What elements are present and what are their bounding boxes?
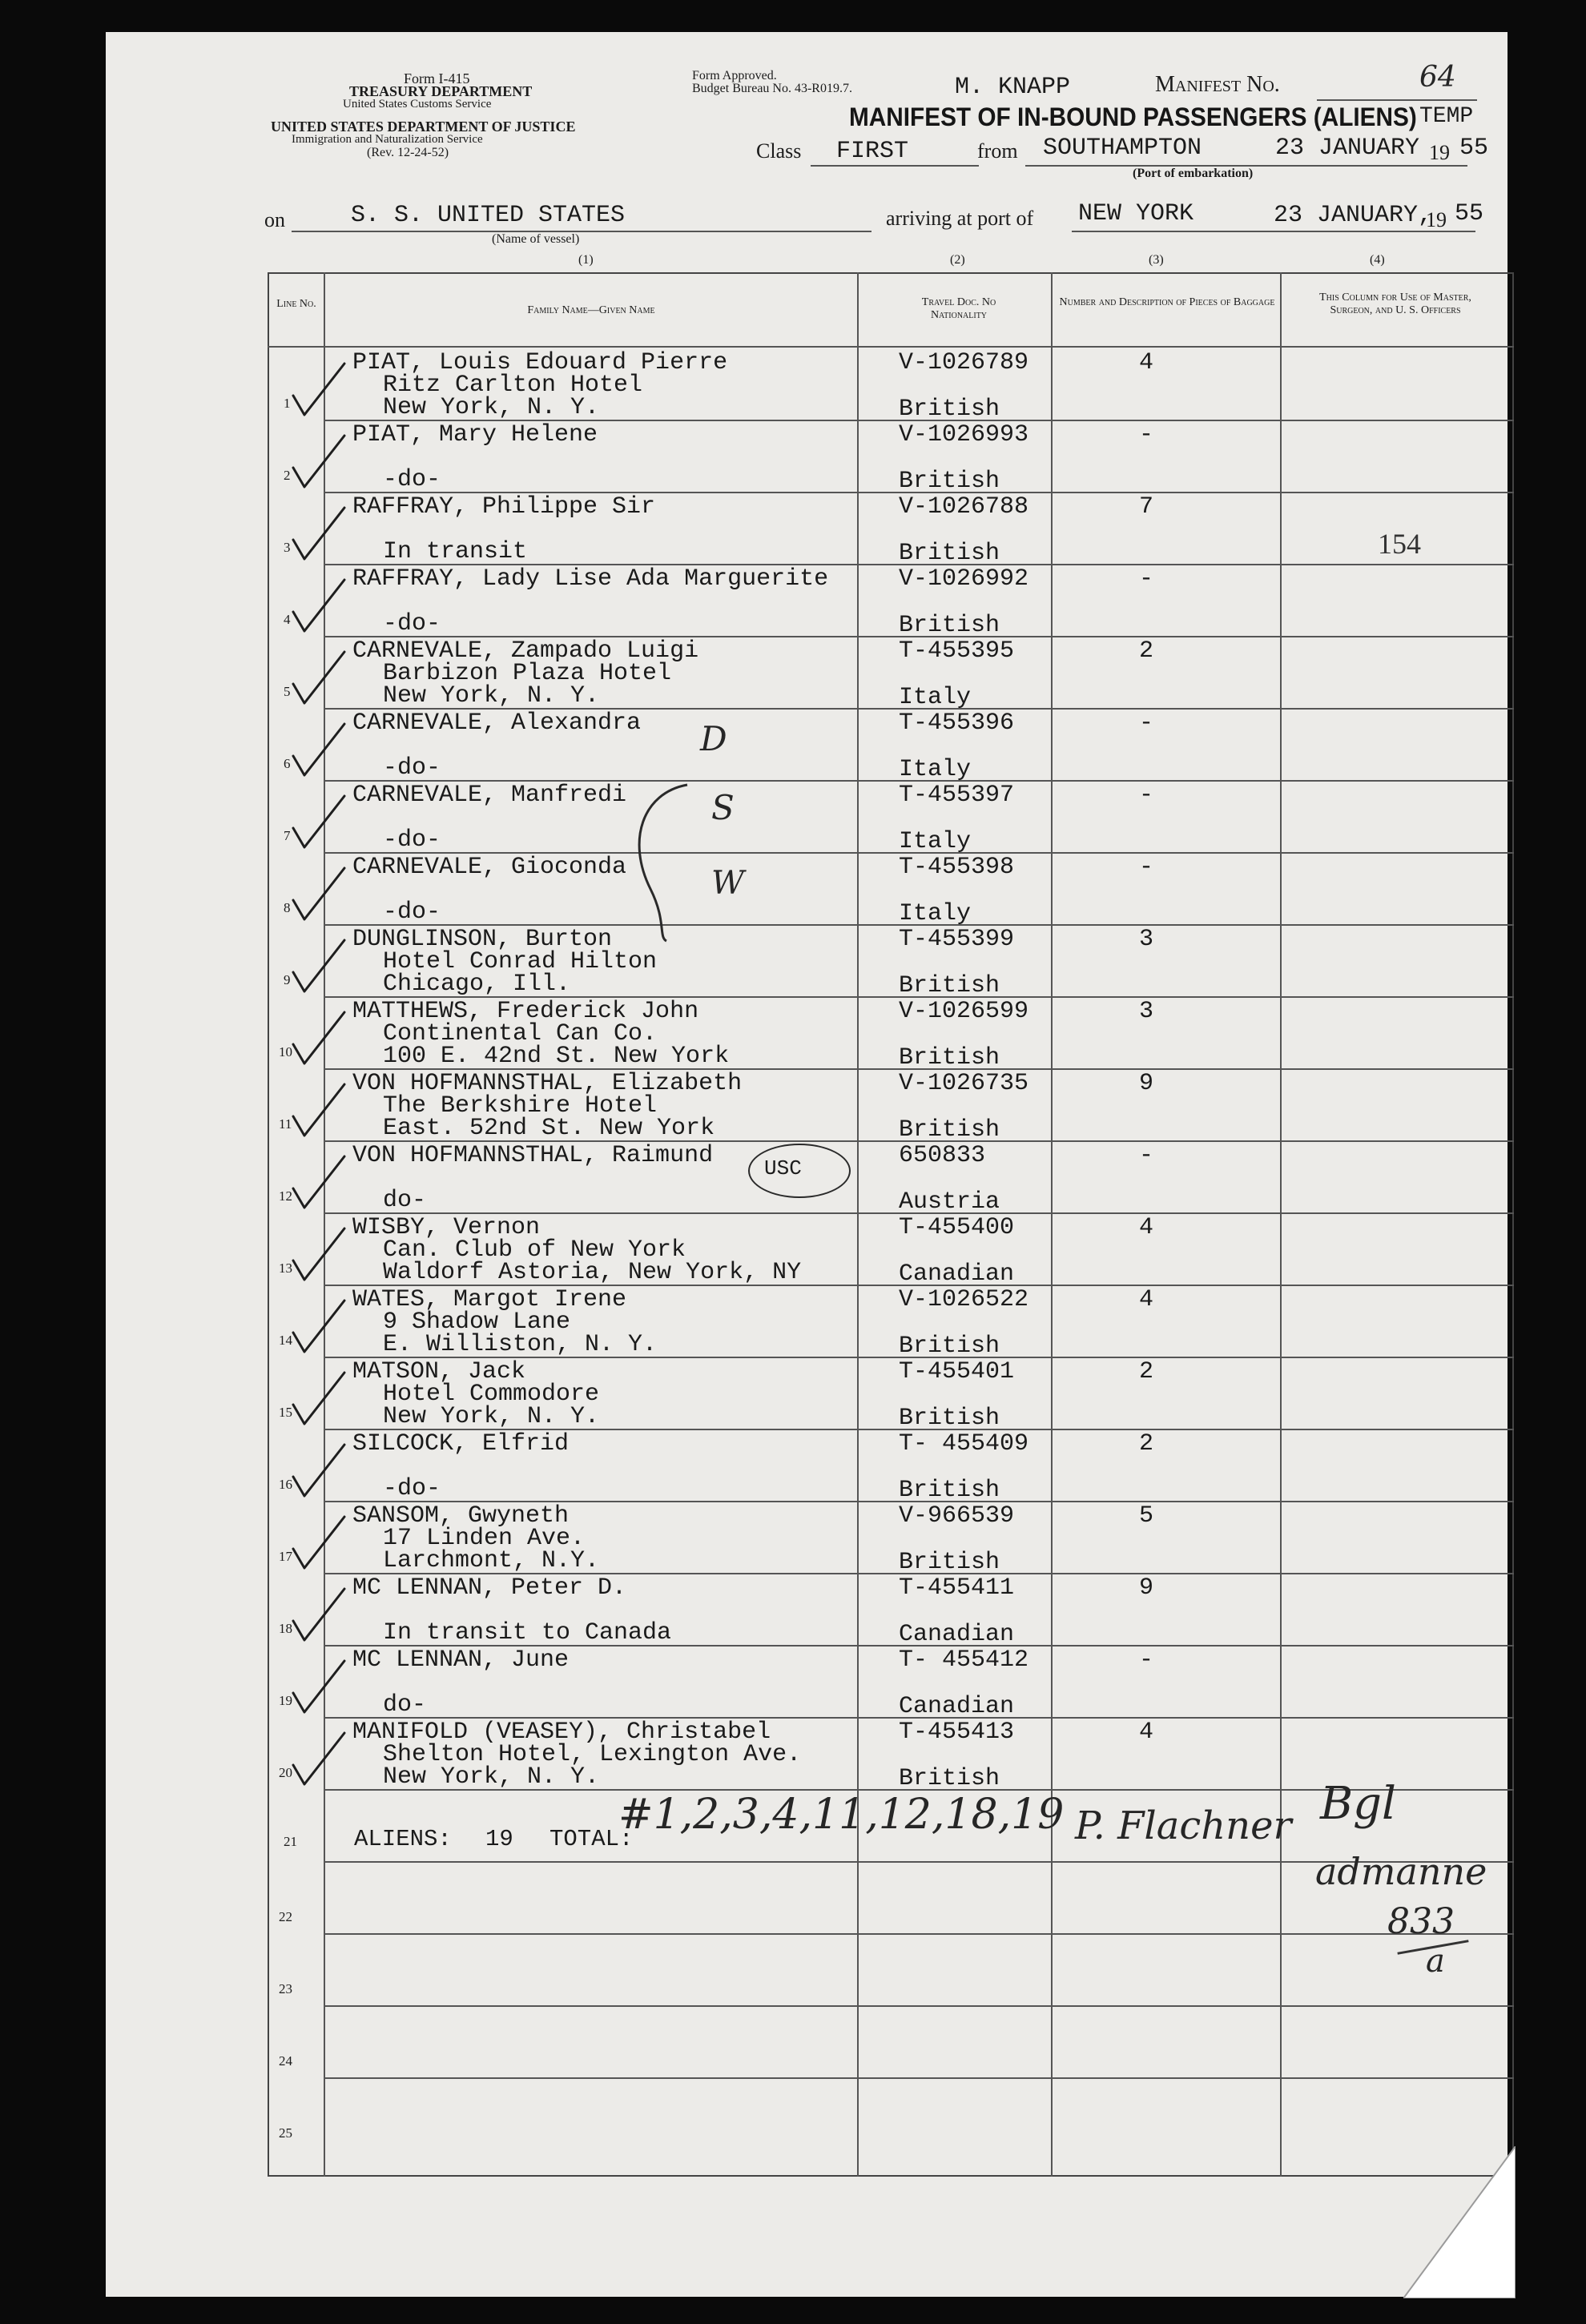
passenger-address-2: do- <box>383 1691 427 1719</box>
nationality: British <box>899 1405 1000 1432</box>
dsw-bracket <box>610 769 706 945</box>
col-divider <box>857 272 859 2177</box>
travel-doc-number: V-1026735 <box>899 1070 1029 1097</box>
passenger-address-1: Ritz Carlton Hotel <box>383 372 643 399</box>
col-divider <box>1280 272 1282 2177</box>
treasury-dept: TREASURY DEPARTMENT <box>349 83 533 99</box>
temp-label: TEMP <box>1419 104 1474 129</box>
baggage-count: 4 <box>1139 349 1154 376</box>
passenger-address-1: 9 Shadow Lane <box>383 1309 571 1336</box>
baggage-count: 4 <box>1139 1214 1154 1241</box>
on-label: on <box>264 208 285 231</box>
baggage-count: 4 <box>1139 1286 1154 1313</box>
travel-doc-number: V-1026599 <box>899 998 1029 1025</box>
passenger-name: RAFFRAY, Philippe Sir <box>352 493 656 521</box>
arrival-year-suffix: 55 <box>1455 200 1484 227</box>
passenger-name: SILCOCK, Elfrid <box>352 1430 570 1458</box>
nationality: British <box>899 1333 1000 1360</box>
passenger-name: MATSON, Jack <box>352 1358 526 1385</box>
row-number: 14 <box>279 1333 292 1348</box>
passenger-name: RAFFRAY, Lady Lise Ada Marguerite <box>352 565 829 593</box>
passenger-name: MC LENNAN, June <box>352 1647 570 1674</box>
nationality: British <box>899 1765 1000 1792</box>
passenger-address-2: E. Williston, N. Y. <box>383 1331 658 1358</box>
passenger-address-1: Barbizon Plaza Hotel <box>383 660 672 687</box>
passenger-address-2: In transit to Canada <box>383 1619 672 1647</box>
col-num-3: (3) <box>1149 253 1164 267</box>
vessel-line <box>292 231 871 232</box>
nationality: British <box>899 972 1000 999</box>
row-number: 22 <box>279 1909 292 1924</box>
passenger-address-2: -do- <box>383 1475 441 1502</box>
baggage-count: 3 <box>1139 926 1154 953</box>
handwritten-row-list: #1,2,3,4,11,12,18,19 <box>618 1791 1065 1839</box>
passenger-name: CARNEVALE, Manfredi <box>352 782 627 809</box>
class-value: FIRST <box>836 138 909 165</box>
nationality: British <box>899 612 1000 639</box>
revision-date: (Rev. 12-24-52) <box>367 146 449 159</box>
travel-doc-number: V-966539 <box>899 1502 1015 1530</box>
check-mark-icon <box>287 1655 351 1719</box>
baggage-count: - <box>1139 710 1154 737</box>
passenger-name: VON HOFMANNSTHAL, Elizabeth <box>352 1070 743 1097</box>
passenger-name: DUNGLINSON, Burton <box>352 926 613 953</box>
passenger-name: SANSOM, Gwyneth <box>352 1502 570 1530</box>
passenger-address-2: -do- <box>383 466 441 493</box>
passenger-address-2: Waldorf Astoria, New York, NY <box>383 1259 802 1286</box>
passenger-name: MANIFOLD (VEASEY), Christabel <box>352 1719 771 1746</box>
dog-ear-corner <box>1403 2146 1516 2298</box>
baggage-count: 4 <box>1139 1719 1154 1746</box>
header-name: Family Name—Given Name <box>527 304 655 316</box>
baggage-count: 2 <box>1139 637 1154 665</box>
travel-doc-number: V-1026992 <box>899 565 1029 593</box>
row-number: 8 <box>284 900 291 915</box>
nationality: British <box>899 1044 1000 1072</box>
form-approved: Form Approved. <box>692 69 777 82</box>
baggage-count: 9 <box>1139 1574 1154 1602</box>
check-mark-icon <box>287 573 351 637</box>
travel-doc-number: T-455401 <box>899 1358 1015 1385</box>
row-divider <box>324 2077 1514 2079</box>
passenger-address-2: Larchmont, N.Y. <box>383 1547 600 1574</box>
travel-doc-number: V-1026993 <box>899 421 1029 448</box>
year-suffix: 55 <box>1459 135 1489 162</box>
header-officers: This Column for Use of Master, Surgeon, and U. S. Officers <box>1319 292 1471 316</box>
travel-doc-number: T-455400 <box>899 1214 1015 1241</box>
passenger-name: CARNEVALE, Gioconda <box>352 854 627 881</box>
baggage-count: 5 <box>1139 1502 1154 1530</box>
baggage-count: 2 <box>1139 1430 1154 1458</box>
travel-doc-number: V-1026522 <box>899 1286 1029 1313</box>
vessel-caption: (Name of vessel) <box>492 232 580 246</box>
arriving-label: arriving at port of <box>886 207 1034 230</box>
nationality: British <box>899 1477 1000 1504</box>
usc-label: USC <box>764 1156 802 1180</box>
header-line-no: Line No. <box>276 298 316 310</box>
nationality: British <box>899 396 1000 423</box>
passenger-address-1: Can. Club of New York <box>383 1236 686 1264</box>
col-num-1: (1) <box>578 253 594 267</box>
row-number-21: 21 <box>284 1834 297 1849</box>
passenger-address-2: New York, N. Y. <box>383 1403 600 1430</box>
travel-doc-number: T-455397 <box>899 782 1015 809</box>
dsw-letter-s: S <box>711 788 735 827</box>
col-divider <box>1051 272 1053 2177</box>
check-mark-icon <box>287 1006 351 1070</box>
agent-name: M. KNAPP <box>955 74 1071 101</box>
nationality: Austria <box>899 1188 1000 1216</box>
passenger-name: PIAT, Mary Helene <box>352 421 598 448</box>
row-number: 20 <box>279 1765 292 1780</box>
passenger-name: WISBY, Vernon <box>352 1214 541 1241</box>
passenger-address-2: Chicago, Ill. <box>383 971 571 998</box>
nationality: Canadian <box>899 1693 1015 1720</box>
passenger-address-1: The Berkshire Hotel <box>383 1092 658 1120</box>
nationality: British <box>899 468 1000 495</box>
nationality: Canadian <box>899 1261 1015 1288</box>
total-label: TOTAL: <box>549 1826 634 1852</box>
nationality: Italy <box>899 684 972 711</box>
check-mark-icon <box>287 934 351 998</box>
travel-doc-number: V-1026788 <box>899 493 1029 521</box>
passenger-name: CARNEVALE, Zampado Luigi <box>352 637 699 665</box>
passenger-name: VON HOFMANNSTHAL, Raimund <box>352 1142 714 1169</box>
passenger-address-2: New York, N. Y. <box>383 1763 600 1791</box>
port-embark-caption: (Port of embarkation) <box>1133 167 1254 180</box>
row-number: 9 <box>284 972 291 987</box>
from-port: SOUTHAMPTON <box>1043 135 1202 162</box>
passenger-address-2: New York, N. Y. <box>383 682 600 710</box>
check-mark-icon <box>287 645 351 710</box>
travel-doc-number: T-455395 <box>899 637 1015 665</box>
passenger-name: CARNEVALE, Alexandra <box>352 710 642 737</box>
arrival-year-prefix: 19 <box>1426 208 1447 231</box>
dsw-letter-w: W <box>711 865 745 902</box>
passenger-address-1: Shelton Hotel, Lexington Ave. <box>383 1741 802 1768</box>
signature-initials: Bgl <box>1320 1778 1396 1830</box>
arrival-line <box>1072 231 1475 232</box>
row-number: 12 <box>279 1188 292 1204</box>
baggage-count: - <box>1139 421 1154 448</box>
baggage-count: 2 <box>1139 1358 1154 1385</box>
handwritten-code-sub: a <box>1426 1943 1445 1980</box>
row-divider <box>324 2005 1514 2007</box>
check-mark-icon <box>287 790 351 854</box>
passenger-address-2: do- <box>383 1187 427 1214</box>
arrival-port: NEW YORK <box>1078 200 1194 227</box>
row-number: 24 <box>279 2053 292 2069</box>
baggage-count: 3 <box>1139 998 1154 1025</box>
row-number: 19 <box>279 1693 292 1708</box>
manifest-label: Manifest No. <box>1155 72 1280 97</box>
signature-second: admanne <box>1315 1850 1487 1893</box>
form-number: Form I-415 <box>404 70 470 86</box>
passenger-name: WATES, Margot Irene <box>352 1286 627 1313</box>
nationality: British <box>899 1549 1000 1576</box>
from-label: from <box>977 139 1018 163</box>
row-number: 25 <box>279 2125 292 2141</box>
travel-doc-number: T- 455412 <box>899 1647 1029 1674</box>
check-mark-icon <box>287 1366 351 1430</box>
manifest-number: 64 <box>1419 61 1456 94</box>
row-number: 17 <box>279 1549 292 1564</box>
passenger-address-1: Continental Can Co. <box>383 1020 658 1047</box>
header-travel-doc: Travel Doc. No Nationality <box>921 296 996 321</box>
aliens-count: 19 <box>485 1826 513 1852</box>
class-line <box>811 165 979 167</box>
check-mark-icon <box>287 429 351 493</box>
passenger-address-1: Hotel Commodore <box>383 1381 600 1408</box>
passenger-address-1: Hotel Conrad Hilton <box>383 948 658 975</box>
nationality: Canadian <box>899 1621 1015 1648</box>
row-divider <box>324 1933 1514 1935</box>
header-divider <box>268 346 1514 348</box>
passenger-address-2: New York, N. Y. <box>383 394 600 421</box>
ins-service: Immigration and Naturalization Service <box>292 133 483 146</box>
nationality: Italy <box>899 756 972 783</box>
baggage-count: - <box>1139 1142 1154 1169</box>
vessel-name: S. S. UNITED STATES <box>351 202 626 229</box>
check-mark-icon <box>287 1150 351 1214</box>
row-number: 18 <box>279 1621 292 1636</box>
check-mark-icon <box>287 501 351 565</box>
signature: P. Flachner <box>1075 1803 1292 1848</box>
travel-doc-number: T-455398 <box>899 854 1015 881</box>
manifest-title: MANIFEST OF IN-BOUND PASSENGERS (ALIENS) <box>849 103 1417 131</box>
row-number: 11 <box>279 1116 292 1132</box>
baggage-count: - <box>1139 1647 1154 1674</box>
col-num-4: (4) <box>1370 253 1385 267</box>
baggage-count: - <box>1139 782 1154 809</box>
row-number: 4 <box>284 612 291 627</box>
passenger-name: PIAT, Louis Edouard Pierre <box>352 349 728 376</box>
class-label: Class <box>756 139 802 163</box>
budget-bureau: Budget Bureau No. 43-R019.7. <box>692 82 852 95</box>
travel-doc-number: T- 455409 <box>899 1430 1029 1458</box>
passenger-address-2: 100 E. 42nd St. New York <box>383 1043 730 1070</box>
travel-doc-number: T-455396 <box>899 710 1015 737</box>
row-number: 3 <box>284 540 291 555</box>
baggage-count: 9 <box>1139 1070 1154 1097</box>
arrival-date: 23 JANUARY, <box>1274 202 1433 229</box>
row-number: 7 <box>284 828 291 843</box>
check-mark-icon <box>287 1222 351 1286</box>
manifest-no-line <box>1317 99 1477 101</box>
check-mark-icon <box>287 1727 351 1791</box>
travel-doc-number: 650833 <box>899 1142 986 1169</box>
check-mark-icon <box>287 862 351 926</box>
row-number: 13 <box>279 1261 292 1276</box>
check-mark-icon <box>287 1294 351 1358</box>
passenger-address-2: -do- <box>383 610 441 637</box>
row-number: 15 <box>279 1405 292 1420</box>
row-number: 16 <box>279 1477 292 1492</box>
travel-doc-number: T-455413 <box>899 1719 1015 1746</box>
header-baggage: Number and Description of Pieces of Baggage <box>1059 296 1275 308</box>
passenger-address-2: -do- <box>383 826 441 854</box>
baggage-count: - <box>1139 854 1154 881</box>
embark-date: 23 JANUARY <box>1275 135 1420 162</box>
passenger-address-1: 17 Linden Ave. <box>383 1525 586 1552</box>
col-num-2: (2) <box>950 253 965 267</box>
travel-doc-number: T-455411 <box>899 1574 1015 1602</box>
row-number: 23 <box>279 1981 292 1996</box>
manifest-page <box>106 32 1508 2297</box>
check-mark-icon <box>287 357 351 421</box>
year-prefix: 19 <box>1429 141 1450 164</box>
row-number: 10 <box>279 1044 292 1059</box>
baggage-count: 7 <box>1139 493 1154 521</box>
justice-dept: UNITED STATES DEPARTMENT OF JUSTICE <box>271 119 576 135</box>
baggage-count: - <box>1139 565 1154 593</box>
handwritten-code: 833 <box>1387 1901 1455 1942</box>
row-number: 5 <box>284 684 291 699</box>
check-mark-icon <box>287 718 351 782</box>
travel-doc-number: T-455399 <box>899 926 1015 953</box>
passenger-address-2: East. 52nd St. New York <box>383 1115 715 1142</box>
row-number: 2 <box>284 468 291 483</box>
passenger-name: MC LENNAN, Peter D. <box>352 1574 627 1602</box>
check-mark-icon <box>287 1078 351 1142</box>
check-mark-icon <box>287 1438 351 1502</box>
passenger-address-2: In transit <box>383 538 528 565</box>
aliens-label: ALIENS: <box>354 1826 452 1852</box>
row-number: 1 <box>284 396 291 411</box>
customs-service: United States Customs Service <box>343 98 492 111</box>
stamp-number: 154 <box>1378 528 1421 560</box>
check-mark-icon <box>287 1582 351 1647</box>
check-mark-icon <box>287 1510 351 1574</box>
nationality: Italy <box>899 900 972 927</box>
travel-doc-number: V-1026789 <box>899 349 1029 376</box>
nationality: British <box>899 540 1000 567</box>
passenger-name: MATTHEWS, Frederick John <box>352 998 699 1025</box>
passenger-address-2: -do- <box>383 754 441 782</box>
passenger-address-2: -do- <box>383 899 441 926</box>
dsw-letter-d: D <box>700 719 727 758</box>
nationality: British <box>899 1116 1000 1144</box>
row-number: 6 <box>284 756 291 771</box>
nationality: Italy <box>899 828 972 855</box>
